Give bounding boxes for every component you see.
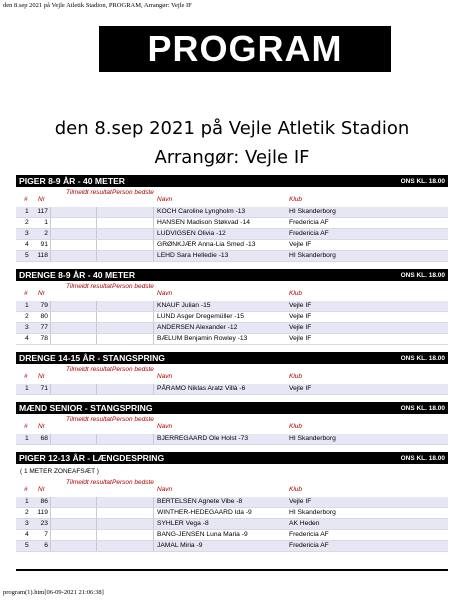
row-nr: 7 [44,531,48,538]
row-num: 1 [25,498,29,505]
section-time: ONS KL. 18.00 [400,404,445,412]
col-tilmeldt: Tilmeldt resultat [66,479,112,486]
col-nr: Nr [38,290,45,297]
col-navn: Navn [157,373,173,380]
print-header: den 8.sep 2021 på Vejle Atletik Stadion, PROGRAM, Arrangør: Vejle IF [3,2,192,9]
athlete-row [16,334,448,345]
row-num: 2 [25,313,29,320]
col-num: # [24,486,28,493]
row-nr: 6 [44,542,48,549]
col-navn: Navn [157,486,173,493]
row-num: 4 [25,241,29,248]
section-time: ONS KL. 18.00 [400,271,445,279]
column-header [16,414,448,434]
col-navn: Navn [157,423,173,430]
athlete-row [16,497,448,508]
row-navn: HANSEN Madison Støkvad -14 [157,219,250,226]
program-content [16,175,448,559]
event-section [16,175,448,262]
row-klub: Vejle IF [289,335,312,342]
row-klub: Vejle IF [289,241,312,248]
row-navn: KOCH Caroline Lyngholm -13 [157,208,246,215]
col-navn: Navn [157,196,173,203]
row-klub: AK Heden [289,520,320,527]
row-navn: LUND Asger Dregemüller -15 [157,313,244,320]
section-header [16,452,448,464]
section-header [16,175,448,187]
column-header [16,477,448,497]
col-klub: Klub [289,196,303,203]
row-navn: JAMAL Miria -9 [157,542,203,549]
section-time: ONS KL. 18.00 [400,177,445,185]
athlete-row [16,301,448,312]
col-person: Person bedste [112,479,154,486]
event-section [16,352,448,395]
row-num: 5 [25,252,29,259]
col-navn: Navn [157,290,173,297]
athlete-row [16,384,448,395]
row-nr: 117 [37,208,48,215]
section-rows [16,207,448,262]
col-num: # [24,373,28,380]
column-header [16,364,448,384]
row-num: 4 [25,335,29,342]
row-klub: HI Skanderborg [289,509,336,516]
col-tilmeldt: Tilmeldt resultat [66,366,112,373]
athlete-row [16,541,448,552]
athlete-row [16,530,448,541]
row-navn: BERTELSEN Agnete Vibe -8 [157,498,243,505]
row-num: 3 [25,230,29,237]
section-title: DRENGE 8-9 ÅR - 40 METER [19,270,136,280]
athlete-row [16,240,448,251]
row-klub: Fredericia AF [289,219,329,226]
col-person: Person bedste [112,189,154,196]
row-num: 1 [25,435,29,442]
event-section [16,402,448,445]
row-navn: GRØNKJÆR Anna-Lia Smed -13 [157,241,256,248]
col-klub: Klub [289,486,303,493]
section-title: PIGER 8-9 ÅR - 40 METER [19,176,126,186]
row-num: 4 [25,531,29,538]
row-klub: Vejle IF [289,385,312,392]
row-navn: BJERREGAARD Ole Holst -73 [157,435,249,442]
row-num: 1 [25,385,29,392]
row-num: 3 [25,324,29,331]
row-num: 1 [25,208,29,215]
row-klub: Vejle IF [289,302,312,309]
row-navn: PÅRAMO Niklas Aratz Villà -6 [157,385,246,392]
col-person: Person bedste [112,416,154,423]
row-klub: Vejle IF [289,324,312,331]
col-num: # [24,290,28,297]
section-rows [16,301,448,345]
col-klub: Klub [289,290,303,297]
row-nr: 78 [40,335,48,342]
row-klub: HI Skanderborg [289,435,336,442]
section-note: ( 1 METER ZONEAFSÆT ) [20,468,99,475]
row-klub: Fredericia AF [289,531,329,538]
athlete-row [16,251,448,262]
athlete-row [16,323,448,334]
event-subtitle: den 8.sep 2021 på Vejle Atletik Stadion [54,118,410,139]
row-nr: 86 [40,498,48,505]
row-num: 2 [25,219,29,226]
col-num: # [24,423,28,430]
section-rows [16,434,448,445]
row-nr: 1 [44,219,48,226]
row-navn: LEHD Sara Helledie -13 [157,252,229,259]
row-num: 3 [25,520,29,527]
program-banner: PROGRAM [99,26,391,72]
bottom-rule [16,569,448,571]
section-title: MÆND SENIOR - STANGSPRING [19,403,153,413]
row-navn: SYHLER Vega -8 [157,520,209,527]
row-nr: 2 [44,230,48,237]
section-time: ONS KL. 18.00 [400,354,445,362]
col-nr: Nr [38,486,45,493]
athlete-row [16,229,448,240]
col-tilmeldt: Tilmeldt resultat [66,283,112,290]
col-klub: Klub [289,423,303,430]
row-klub: Vejle IF [289,313,312,320]
col-tilmeldt: Tilmeldt resultat [66,189,112,196]
athlete-row [16,508,448,519]
row-klub: HI Skanderborg [289,208,336,215]
athlete-row [16,312,448,323]
column-header [16,281,448,301]
section-rows [16,497,448,552]
row-nr: 23 [40,520,48,527]
arranger-line: Arrangør: Vejle IF [154,147,310,168]
row-navn: BANG-JENSEN Luna Maria -9 [157,531,248,538]
section-header [16,269,448,281]
event-section [16,452,448,552]
row-nr: 119 [37,509,48,516]
row-nr: 68 [40,435,48,442]
row-navn: ANDERSEN Alexander -12 [157,324,238,331]
row-klub: HI Skanderborg [289,252,336,259]
section-header [16,402,448,414]
col-person: Person bedste [112,366,154,373]
col-nr: Nr [38,196,45,203]
print-footer: program(1).htm[06-09-2021 21:06:38] [3,589,104,596]
col-nr: Nr [38,373,45,380]
row-navn: KNAUF Julian -15 [157,302,211,309]
row-num: 5 [25,542,29,549]
row-nr: 71 [40,385,48,392]
col-tilmeldt: Tilmeldt resultat [66,416,112,423]
col-klub: Klub [289,373,303,380]
col-nr: Nr [38,423,45,430]
row-num: 2 [25,509,29,516]
event-section [16,269,448,345]
section-header [16,352,448,364]
row-nr: 80 [40,313,48,320]
col-person: Person bedste [112,283,154,290]
column-header [16,187,448,207]
row-nr: 79 [40,302,48,309]
row-nr: 118 [37,252,48,259]
row-navn: LUDVIGSEN Olivia -12 [157,230,226,237]
athlete-row [16,207,448,218]
row-klub: Fredericia AF [289,230,329,237]
athlete-row [16,519,448,530]
section-title: PIGER 12-13 ÅR - LÆNGDESPRING [19,453,165,463]
section-title: DRENGE 14-15 ÅR - STANGSPRING [19,353,165,363]
section-rows [16,384,448,395]
row-nr: 91 [40,241,48,248]
row-navn: WINTHER-HEDEGAARD Ida -9 [157,509,252,516]
row-klub: Fredericia AF [289,542,329,549]
row-navn: BÆLUM Benjamin Rowley -13 [157,335,248,342]
row-num: 1 [25,302,29,309]
section-time: ONS KL. 18.00 [400,454,445,462]
row-nr: 77 [40,324,48,331]
row-klub: Vejle IF [289,498,312,505]
athlete-row [16,218,448,229]
athlete-row [16,434,448,445]
col-num: # [24,196,28,203]
